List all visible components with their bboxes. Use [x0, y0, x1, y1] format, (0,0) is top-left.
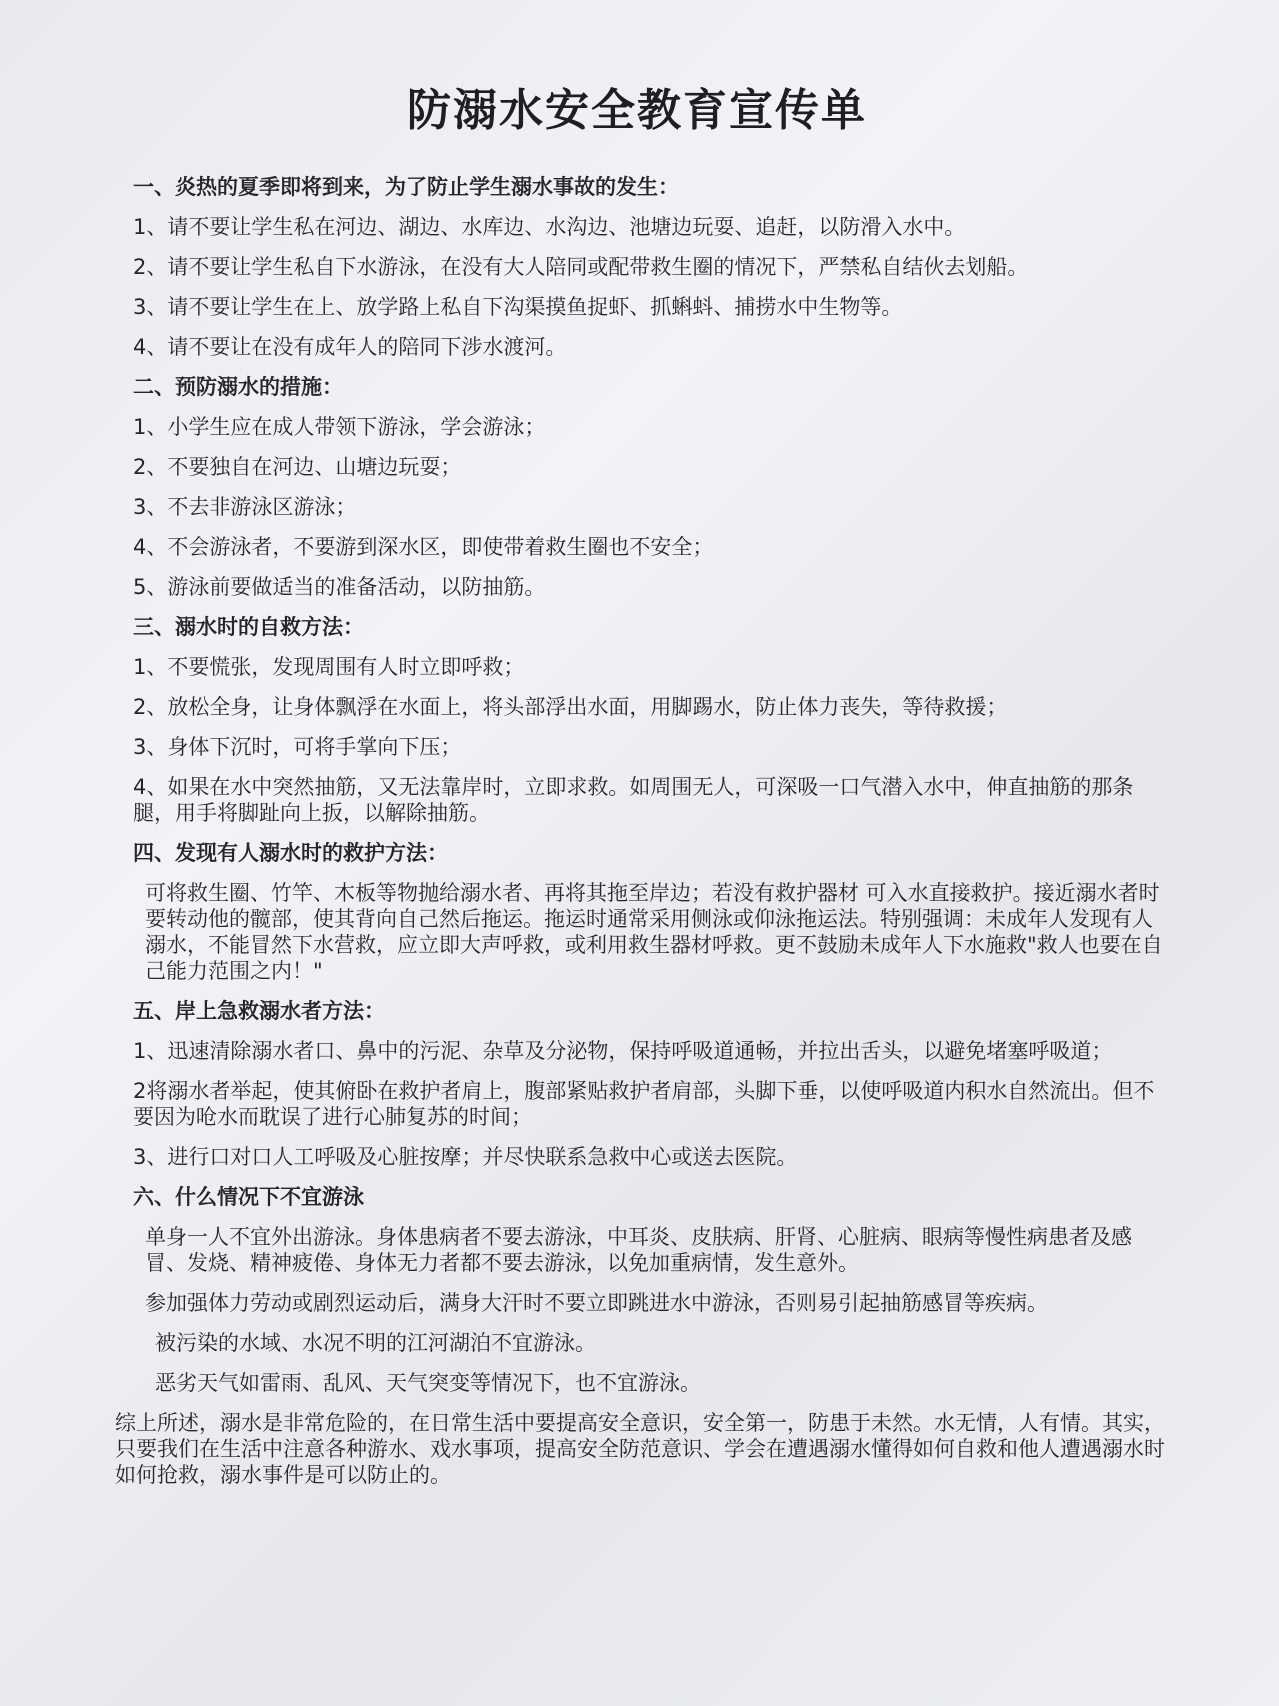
section-3-heading: 三、溺水时的自救方法：: [133, 615, 364, 639]
section-4-heading: 四、发现有人溺水时的救护方法：: [133, 841, 448, 865]
section-3-item-1: 1、不要慌张，发现周围有人时立即呼救；: [133, 655, 525, 679]
section-4-paragraph: 可将救生圈、竹竿、木板等物抛给溺水者、再将其拖至岸边；若没有救护器材 可入水直接救护。接近溺水者时要转动他的髋部，使其背向自己然后拖运。拖运时通常采用侧泳或仰泳拖运法。特别强调：未成年人发现有人溺水，不能冒然下水营救，应立即大声呼救，或利用救生器材呼救。更不鼓励未成年人下水施救"救人也要在自己能力范围之内！": [145, 881, 1163, 983]
section-6-heading: 六、什么情况下不宜游泳: [133, 1185, 364, 1209]
section-2-item-1: 1、小学生应在成人带领下游泳，学会游泳；: [133, 415, 546, 439]
section-6-paragraph-1: 单身一人不宜外出游泳。身体患病者不要去游泳，中耳炎、皮肤病、肝肾、心脏病、眼病等慢性病患者及感冒、发烧、精神疲倦、身体无力者都不要去游泳，以免加重病情，发生意外。: [145, 1225, 1132, 1275]
section-1-heading: 一、炎热的夏季即将到来，为了防止学生溺水事故的发生：: [133, 175, 679, 199]
section-3-item-3: 3、身体下沉时，可将手掌向下压；: [133, 735, 462, 759]
section-3-item-4: 4、如果在水中突然抽筋，又无法靠岸时，立即求救。如周围无人，可深吸一口气潜入水中，伸直抽筋的那条腿，用手将脚趾向上扳，以解除抽筋。: [133, 775, 1134, 825]
section-2-item-5: 5、游泳前要做适当的准备活动，以防抽筋。: [133, 575, 546, 599]
section-1-item-3: 3、请不要让学生在上、放学路上私自下沟渠摸鱼捉虾、抓蝌蚪、捕捞水中生物等。: [133, 295, 903, 319]
section-5-item-1: 1、迅速清除溺水者口、鼻中的污泥、杂草及分泌物，保持呼吸道通畅，并拉出舌头，以避免堵塞呼吸道；: [133, 1039, 1113, 1063]
section-2-item-2: 2、不要独自在河边、山塘边玩耍；: [133, 455, 462, 479]
section-5-heading: 五、岸上急救溺水者方法：: [133, 999, 385, 1023]
section-1-item-1: 1、请不要让学生私在河边、湖边、水库边、水沟边、池塘边玩耍、追赶，以防滑入水中。: [133, 215, 966, 239]
section-1-item-2: 2、请不要让学生私自下水游泳，在没有大人陪同或配带救生圈的情况下，严禁私自结伙去划船。: [133, 255, 1029, 279]
section-6-paragraph-4: 恶劣天气如雷雨、乱风、天气突变等情况下，也不宜游泳。: [155, 1371, 701, 1395]
section-6-paragraph-2: 参加强体力劳动或剧烈运动后，满身大汗时不要立即跳进水中游泳，否则易引起抽筋感冒等疾病。: [145, 1291, 1048, 1315]
section-3-item-2: 2、放松全身，让身体飘浮在水面上，将头部浮出水面，用脚踢水，防止体力丧失，等待救援；: [133, 695, 1008, 719]
document-title: 防溺水安全教育宣传单: [407, 85, 867, 136]
section-5-item-2: 2将溺水者举起，使其俯卧在救护者肩上，腹部紧贴救护者肩部，头脚下垂，以使呼吸道内积水自然流出。但不要因为呛水而耽误了进行心肺复苏的时间；: [133, 1079, 1155, 1129]
section-6-paragraph-3: 被污染的水域、水况不明的江河湖泊不宜游泳。: [155, 1331, 596, 1355]
section-2-item-4: 4、不会游泳者，不要游到深水区，即使带着救生圈也不安全；: [133, 535, 714, 559]
section-1-item-4: 4、请不要让在没有成年人的陪同下涉水渡河。: [133, 335, 567, 359]
summary-paragraph: 综上所述，溺水是非常危险的，在日常生活中要提高安全意识，安全第一，防患于未然。水无情，人有情。其实，只要我们在生活中注意各种游水、戏水事项，提高安全防范意识、学会在遭遇溺水懂得如何自救和他人遭遇溺水时如何抢救，溺水事件是可以防止的。: [115, 1411, 1165, 1487]
section-5-item-3: 3、进行口对口人工呼吸及心脏按摩；并尽快联系急救中心或送去医院。: [133, 1145, 798, 1169]
section-2-heading: 二、预防溺水的措施：: [133, 375, 343, 399]
section-2-item-3: 3、不去非游泳区游泳；: [133, 495, 357, 519]
